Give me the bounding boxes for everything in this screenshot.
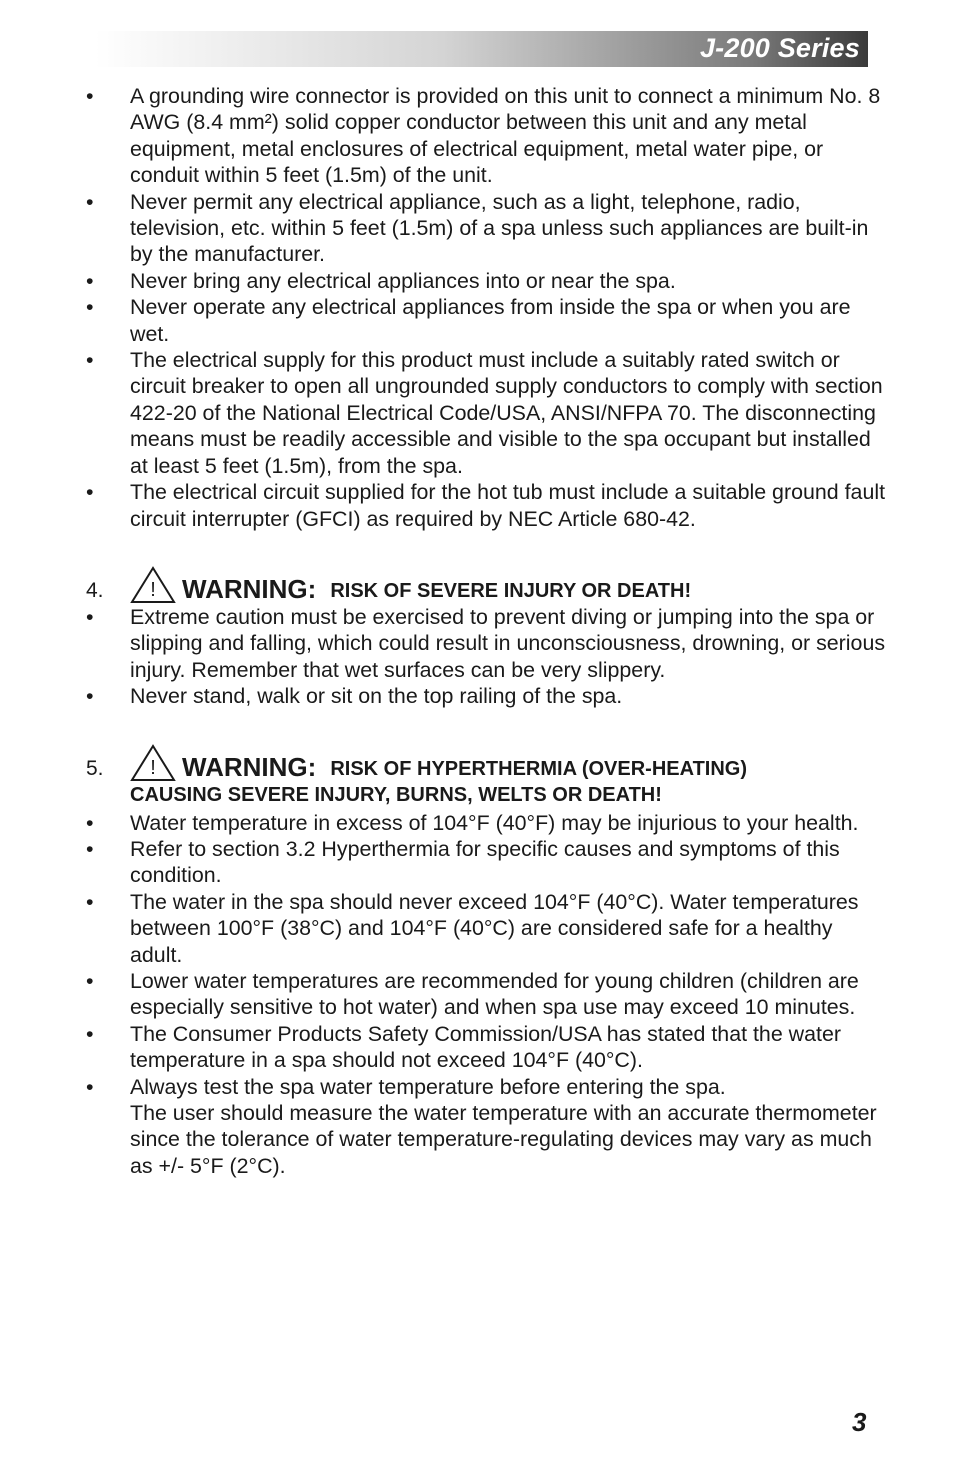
bullet-mark: • bbox=[86, 1021, 94, 1046]
warning-section-4 bbox=[86, 552, 886, 604]
list-item-text: Never operate any electrical appliances from inside the spa or when you are wet. bbox=[130, 295, 851, 346]
bullet-mark: • bbox=[86, 836, 94, 861]
list-item-text: The electrical circuit supplied for the hot tub must include a suitable ground fault circuit interrupter (GFCI) as required by NEC Article 680-42. bbox=[130, 480, 886, 531]
bullet-mark: • bbox=[86, 684, 94, 709]
list-item-text: Never bring any electrical appliances into or near the spa. bbox=[130, 268, 676, 293]
list-item bbox=[86, 810, 886, 836]
warning-subtitle: RISK OF SEVERE INJURY OR DEATH! bbox=[330, 579, 692, 602]
bullet-mark: • bbox=[86, 348, 94, 373]
list-item-text: Always test the spa water temperature before entering the spa. bbox=[130, 1074, 726, 1099]
warning-triangle-icon bbox=[130, 566, 176, 604]
list-item bbox=[86, 268, 886, 294]
list-item-text: Lower water temperatures are recommended for young children (children are especially sensitive to hot water) and when spa use may exceed 10 minutes. bbox=[130, 968, 859, 1020]
list-item-text: Never permit any electrical appliance, such as a light, telephone, radio, television, etc. within 5 feet (1.5m) of a spa unless such appliances are built-in by the manufacturer. bbox=[130, 189, 869, 267]
warning-label: WARNING: bbox=[182, 751, 317, 782]
list-item bbox=[86, 683, 886, 709]
list-item-text: A grounding wire connector is provided on this unit to connect a minimum No. 8 AWG (8.4 mm²) solid copper conductor between this unit and any metal equipment, metal enclosures of electrical equipment, metal water pipe, or conduit within 5 feet (1.5m) of the unit. bbox=[130, 84, 881, 188]
svg-text:!: ! bbox=[150, 756, 156, 779]
list-item bbox=[86, 1021, 886, 1074]
note-text: The user should measure the water temperature with an accurate thermometer since the tolerance of water temperature-regulating devices may vary as much as +/- 5°F (2°C). bbox=[130, 1101, 877, 1178]
header-bar bbox=[95, 31, 868, 67]
warning-label: WARNING: bbox=[182, 573, 317, 604]
bullet-mark: • bbox=[86, 604, 94, 629]
list-item bbox=[86, 83, 886, 189]
list-item-text: Never stand, walk or sit on the top railing of the spa. bbox=[130, 684, 623, 709]
bullet-mark: • bbox=[86, 889, 94, 914]
list-item bbox=[86, 968, 886, 1021]
page-number: 3 bbox=[852, 1407, 867, 1437]
list-item bbox=[86, 836, 886, 889]
bullet-list-warning-5 bbox=[86, 810, 886, 1180]
list-item bbox=[86, 479, 886, 532]
list-item bbox=[86, 1074, 886, 1100]
list-item-text: The water in the spa should never exceed 104°F (40°C). Water temperatures between 100°F (38°C) and 104°F (40°C) are considered safe for a healthy adult. bbox=[130, 889, 859, 967]
list-item bbox=[86, 189, 886, 268]
list-item-text: The electrical supply for this product must include a suitably rated switch or circuit breaker to open all ungrounded supply conductors to comply with section 422-20 of the National Electrical Code/USA, ANSI/NFPA 70. The disconnecting means must be readily accessible and visible to the spa occupant but installed at least 5 feet (1.5m), from the spa. bbox=[130, 348, 883, 478]
list-item bbox=[86, 347, 886, 479]
bullet-mark: • bbox=[86, 189, 94, 214]
warning-number: 5. bbox=[86, 756, 104, 780]
list-item bbox=[86, 294, 886, 347]
list-item bbox=[86, 604, 886, 683]
header-title: J-200 Series bbox=[699, 33, 860, 63]
list-item-text: Extreme caution must be exercised to prevent diving or jumping into the spa or slipping and falling, which could result in unconsciousness, drowning, or serious injury. Remember that wet surfaces can be very slippery. bbox=[130, 604, 886, 682]
warning-number: 4. bbox=[86, 578, 104, 602]
note-paragraph bbox=[86, 1100, 886, 1179]
list-item-text: Water temperature in excess of 104°F (40°F) may be injurious to your health. bbox=[130, 810, 859, 835]
bullet-mark: • bbox=[86, 810, 94, 835]
list-item-text: Refer to section 3.2 Hyperthermia for specific causes and symptoms of this condition. bbox=[130, 836, 840, 888]
list-item bbox=[86, 889, 886, 968]
bullet-mark: • bbox=[86, 84, 94, 108]
bullet-mark: • bbox=[86, 480, 94, 505]
bullet-mark: • bbox=[86, 268, 94, 293]
bullet-list-electrical bbox=[86, 83, 886, 532]
svg-text:!: ! bbox=[150, 578, 156, 601]
warning-subtitle-continued: CAUSING SEVERE INJURY, BURNS, WELTS OR DEATH! bbox=[130, 783, 662, 806]
bullet-mark: • bbox=[86, 968, 94, 993]
warning-section-5 bbox=[86, 730, 886, 808]
warning-subtitle: RISK OF HYPERTHERMIA (OVER-HEATING) bbox=[330, 757, 747, 780]
warning-triangle-icon bbox=[130, 744, 176, 782]
bullet-mark: • bbox=[86, 1074, 94, 1099]
page-content bbox=[86, 83, 886, 1179]
bullet-list-warning-4 bbox=[86, 604, 886, 710]
bullet-mark: • bbox=[86, 295, 94, 320]
list-item-text: The Consumer Products Safety Commission/USA has stated that the water temperature in a spa should not exceed 104°F (40°C). bbox=[130, 1021, 841, 1073]
